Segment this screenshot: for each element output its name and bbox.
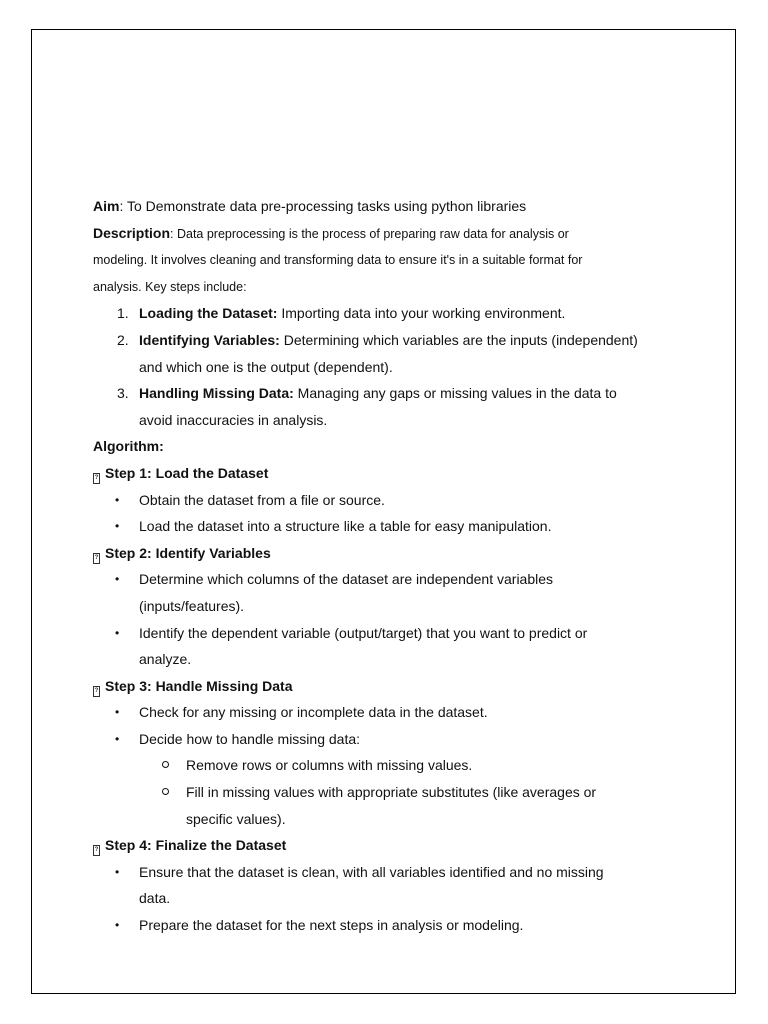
bullet-icon: • [115, 864, 120, 879]
list-item [93, 699, 693, 726]
algorithm-heading: Algorithm: [93, 438, 164, 455]
list-item-text: Decide how to handle missing data: [139, 730, 361, 747]
sub-list-item-text: Remove rows or columns with missing values. [186, 757, 473, 774]
list-item-text: Check for any missing or incomplete data in the dataset. [139, 704, 488, 721]
list-item [93, 859, 693, 886]
list-item-text: Load the dataset into a structure like a table for easy manipulation. [139, 518, 552, 535]
list-item-continued: (inputs/features). [139, 597, 245, 614]
description-text-1: : Data preprocessing is the process of preparing raw data for analysis or [170, 226, 569, 241]
key-step-number: 3. [117, 385, 129, 402]
key-step-3 [93, 380, 693, 407]
aim-line [93, 193, 693, 220]
step-1-heading [93, 460, 693, 487]
bullet-icon: • [115, 731, 120, 746]
list-item-text: Determine which columns of the dataset are independent variables [139, 571, 554, 588]
key-step-title: Identifying Variables: [139, 331, 280, 348]
key-step-text: Determining which variables are the inputs (independent) [279, 331, 638, 348]
list-item [93, 566, 693, 593]
missing-glyph-icon: ? [93, 553, 100, 564]
bullet-icon: • [115, 572, 120, 587]
step-title: Step 2: Identify Variables [105, 544, 271, 561]
bullet-icon: • [115, 519, 120, 534]
bullet-icon: • [115, 918, 120, 933]
list-item-text: Identify the dependent variable (output/target) that you want to predict or [139, 624, 588, 641]
step-title: Step 4: Finalize the Dataset [105, 837, 287, 854]
sub-list-item [93, 752, 693, 779]
step-2-heading [93, 540, 693, 567]
list-item-continued: analyze. [139, 651, 192, 668]
bullet-icon: • [115, 705, 120, 720]
key-step-text: Importing data into your working environment. [277, 305, 566, 322]
key-step-3-continued: avoid inaccuracies in analysis. [139, 411, 328, 428]
list-item-continued: data. [139, 890, 171, 907]
key-step-title: Loading the Dataset: [139, 305, 278, 322]
sub-list-item-continued: specific values). [186, 810, 286, 827]
sub-list-item [93, 779, 693, 806]
document-body [93, 193, 693, 939]
description-label: Description [93, 224, 171, 241]
aim-text: : To Demonstrate data pre-processing tasks using python libraries [119, 198, 527, 214]
circle-bullet-icon [162, 788, 169, 795]
missing-glyph-icon: ? [93, 686, 100, 697]
missing-glyph-icon: ? [93, 473, 100, 484]
bullet-icon: • [115, 625, 120, 640]
list-item [93, 487, 693, 514]
step-4-heading [93, 832, 693, 859]
key-step-title: Handling Missing Data: [139, 385, 294, 402]
description-line-2: modeling. It involves cleaning and transforming data to ensure it's in a suitable format for [93, 253, 583, 268]
key-step-number: 1. [117, 305, 129, 322]
step-title: Step 1: Load the Dataset [105, 464, 269, 481]
list-item [93, 620, 693, 647]
description-line-3: analysis. Key steps include: [93, 279, 247, 294]
list-item-text: Ensure that the dataset is clean, with all variables identified and no missing [139, 863, 604, 880]
list-item [93, 726, 693, 753]
list-item [93, 513, 693, 540]
aim-label: Aim [93, 198, 120, 214]
circle-bullet-icon [162, 761, 169, 768]
list-item-text: Obtain the dataset from a file or source. [139, 491, 385, 508]
list-item-text: Prepare the dataset for the next steps in analysis or modeling. [139, 917, 524, 934]
key-step-2-continued: and which one is the output (dependent). [139, 358, 393, 375]
list-item [93, 912, 693, 939]
key-step-1 [93, 300, 693, 327]
key-step-text: Managing any gaps or missing values in the data to [293, 385, 617, 402]
step-3-heading [93, 673, 693, 700]
description-line-1 [93, 220, 693, 248]
key-step-2 [93, 327, 693, 354]
sub-list-item-text: Fill in missing values with appropriate substitutes (like averages or [186, 784, 597, 801]
key-step-number: 2. [117, 331, 129, 348]
step-title: Step 3: Handle Missing Data [105, 677, 293, 694]
missing-glyph-icon: ? [93, 845, 100, 856]
bullet-icon: • [115, 492, 120, 507]
